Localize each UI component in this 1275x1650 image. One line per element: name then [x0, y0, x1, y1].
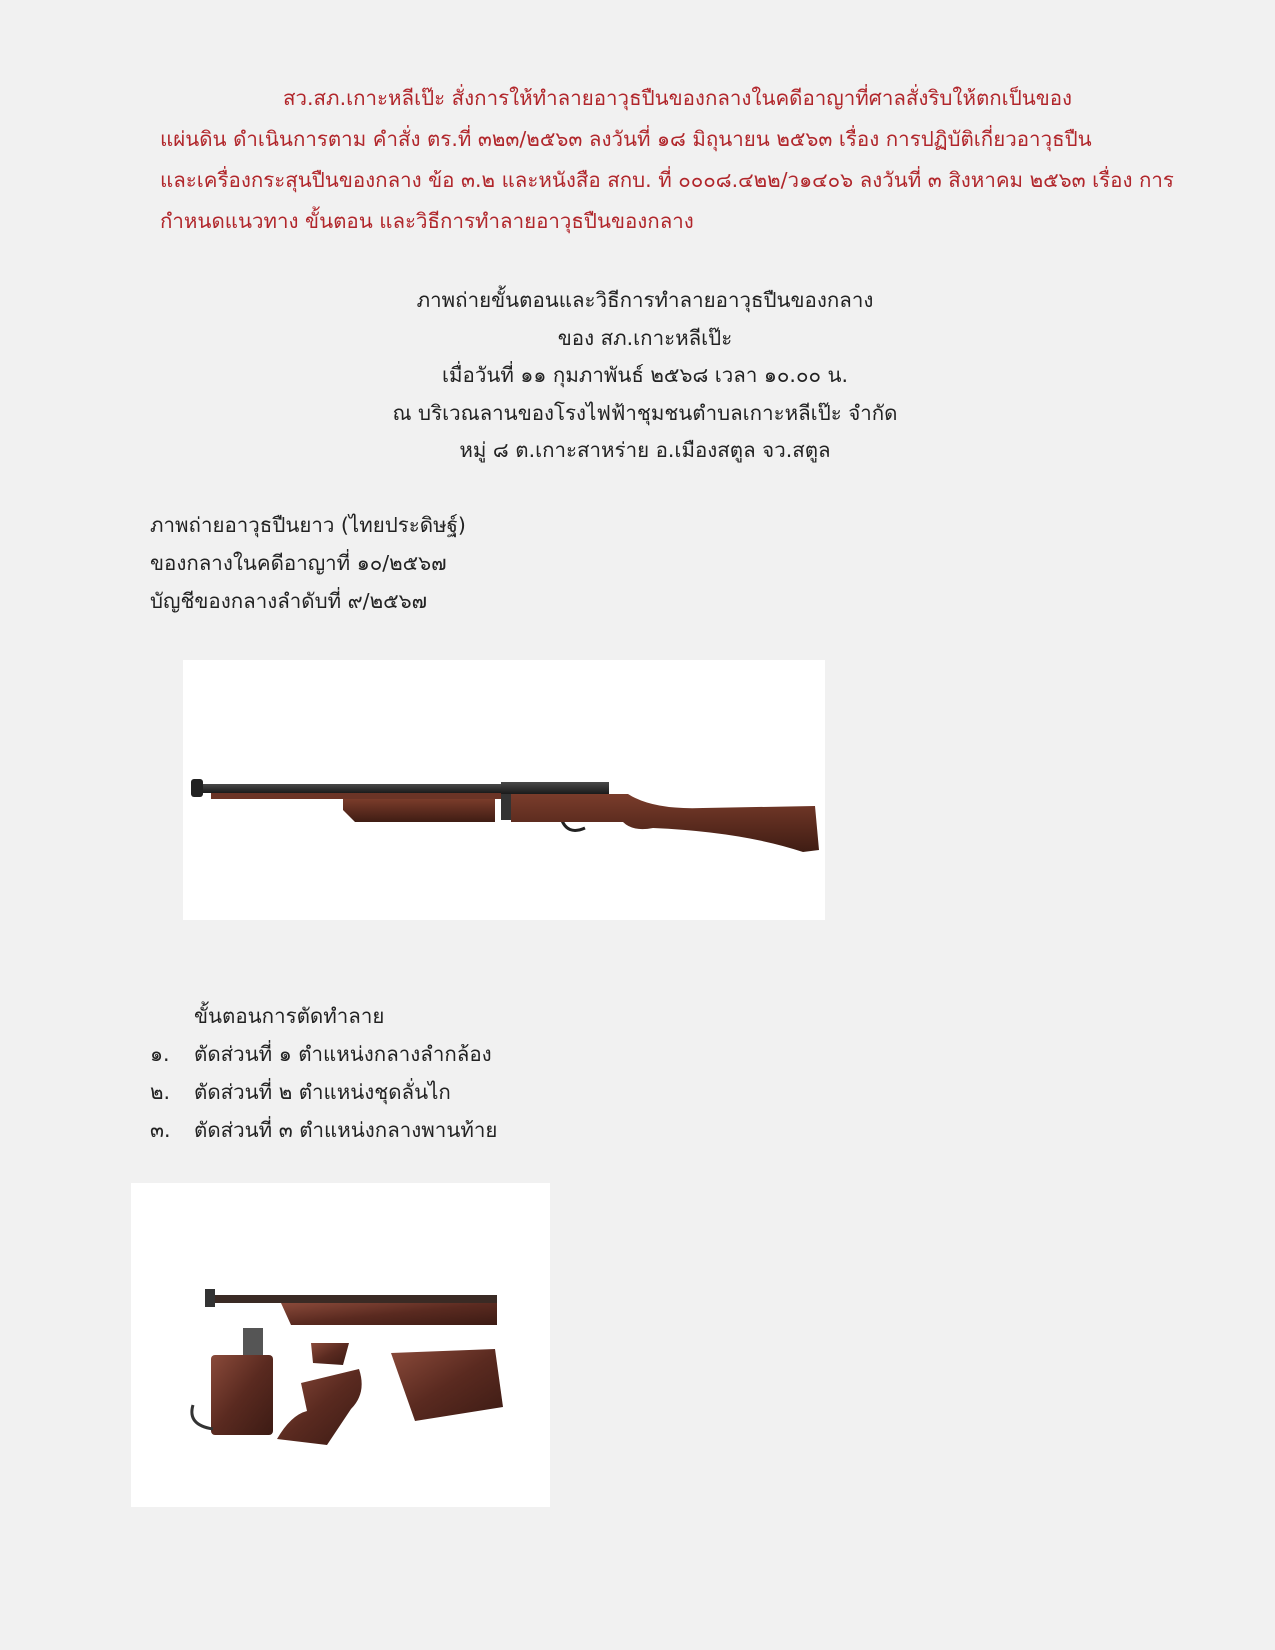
steps-heading: ขั้นตอนการตัดทำลาย — [194, 1004, 385, 1028]
step-number: ๑. — [150, 1042, 170, 1066]
caption-line-3: เมื่อวันที่ ๑๑ กุมภาพันธ์ ๒๕๖๘ เวลา ๑๐.๐๐ น. — [441, 363, 849, 387]
order-line-2: แผ่นดิน ดำเนินการตาม คำสั่ง ตร.ที่ ๓๒๓/๒๕๖๓ ลงวันที่ ๑๘ มิถุนายน ๒๕๖๓ เรื่อง การปฏิบัติเกี่ยวอาวุธปืน — [160, 127, 1092, 151]
caption-line-5: หมู่ ๘ ต.เกาะสาหร่าย อ.เมืองสตูล จว.สตูล — [459, 438, 831, 462]
cut-parts-image — [131, 1183, 550, 1507]
item-info-line-3: บัญชีของกลางลำดับที่ ๙/๒๕๖๗ — [150, 589, 428, 613]
step-text: ตัดส่วนที่ ๓ ตำแหน่งกลางพานท้าย — [194, 1118, 498, 1142]
step-text: ตัดส่วนที่ ๒ ตำแหน่งชุดลั่นไก — [194, 1080, 451, 1104]
cut-parts-photo — [131, 1183, 550, 1507]
step-number: ๓. — [150, 1118, 171, 1142]
step-item — [150, 1111, 497, 1149]
photo-caption — [0, 282, 1275, 470]
step-item — [150, 1035, 497, 1073]
item-info-line-2: ของกลางในคดีอาญาที่ ๑๐/๒๕๖๗ — [150, 551, 447, 575]
destruction-steps — [150, 997, 497, 1149]
step-text: ตัดส่วนที่ ๑ ตำแหน่งกลางลำกล้อง — [194, 1042, 492, 1066]
caption-line-4: ณ บริเวณลานของโรงไฟฟ้าชุมชนตำบลเกาะหลีเป๊ะ จำกัด — [392, 400, 898, 425]
caption-line-2: ของ สภ.เกาะหลีเป๊ะ — [557, 325, 733, 350]
order-paragraph — [160, 78, 1220, 242]
rifle-image — [183, 660, 825, 920]
order-line-4: กำหนดแนวทาง ขั้นตอน และวิธีการทำลายอาวุธปืนของกลาง — [160, 209, 694, 233]
order-line-1: สว.สภ.เกาะหลีเป๊ะ สั่งการให้ทำลายอาวุธปืนของกลางในคดีอาญาที่ศาลสั่งริบให้ตกเป็นของ — [283, 86, 1073, 110]
caption-line-1: ภาพถ่ายขั้นตอนและวิธีการทำลายอาวุธปืนของกลาง — [416, 288, 874, 312]
order-line-3: และเครื่องกระสุนปืนของกลาง ข้อ ๓.๒ และหนังสือ สกบ. ที่ ๐๐๐๘.๔๒๒/ว๑๔๐๖ ลงวันที่ ๓ สิงหาคม ๒๕๖๓ เรื่อง การ — [160, 168, 1174, 192]
step-item — [150, 1073, 497, 1111]
item-info — [150, 506, 466, 620]
item-info-line-1: ภาพถ่ายอาวุธปืนยาว (ไทยประดิษฐ์) — [150, 513, 466, 537]
step-number: ๒. — [150, 1080, 171, 1104]
rifle-photo — [183, 660, 825, 920]
